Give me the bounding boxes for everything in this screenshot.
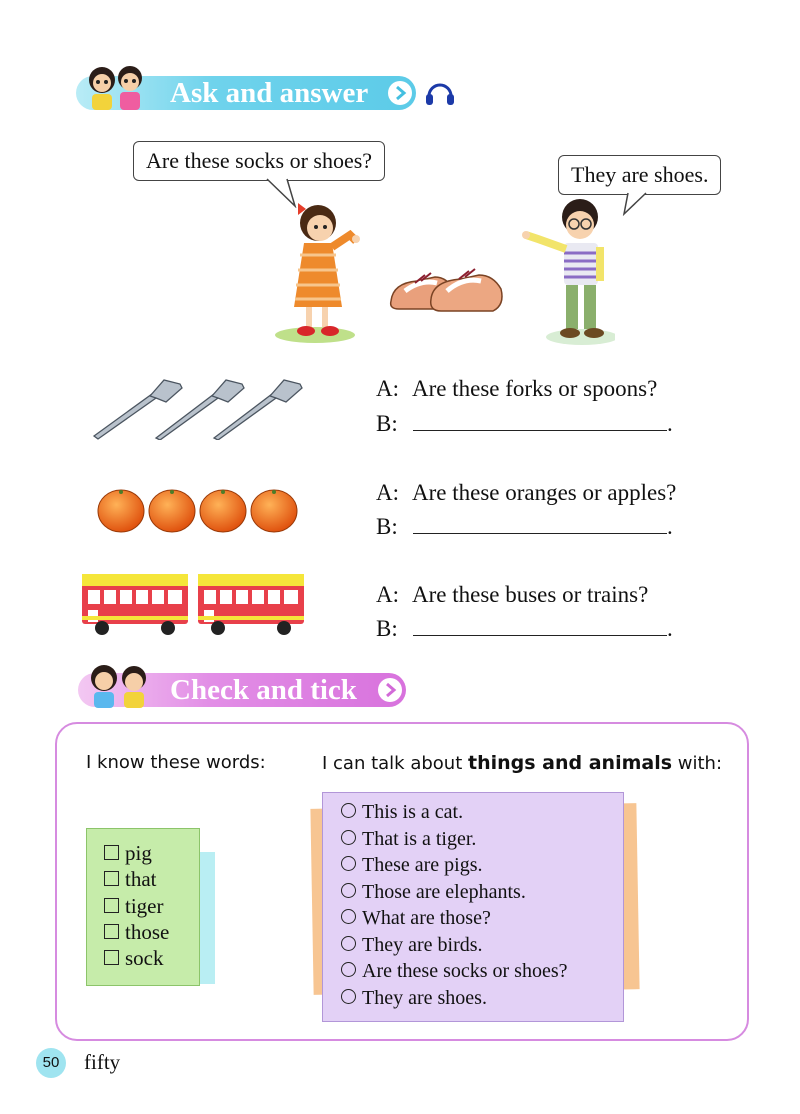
- check-and-tick-arrow[interactable]: [378, 678, 402, 702]
- kids-mascot-icon: [82, 660, 162, 712]
- sentence-radio-item[interactable]: [341, 801, 463, 824]
- answer-blank[interactable]: [413, 410, 667, 431]
- sentence-label: This is a cat.: [362, 801, 464, 823]
- radio-circle-icon[interactable]: [341, 803, 356, 818]
- sentence-radio-item[interactable]: [341, 934, 483, 957]
- answer-period: .: [667, 616, 673, 641]
- word-checkbox-item[interactable]: [104, 867, 157, 892]
- checkbox-icon[interactable]: [104, 950, 119, 965]
- checkbox-icon[interactable]: [104, 871, 119, 886]
- page-number: 50: [36, 1048, 66, 1078]
- answer-blank[interactable]: [413, 513, 667, 534]
- speaker-b-label: B:: [376, 411, 398, 436]
- forks-icon: [92, 376, 307, 440]
- answer-period: .: [667, 411, 673, 436]
- question-line: [376, 582, 648, 608]
- word-label: tiger: [125, 894, 164, 918]
- sentence-label: That is a tiger.: [362, 828, 477, 850]
- checkbox-icon[interactable]: [104, 898, 119, 913]
- shoes-illustration: [385, 265, 510, 317]
- sentence-label: They are shoes.: [362, 987, 487, 1009]
- sentence-radio-item[interactable]: [341, 907, 491, 930]
- chevron-right-icon: [378, 678, 402, 702]
- answer-blank[interactable]: [413, 615, 667, 636]
- sentence-radio-item[interactable]: [341, 881, 526, 904]
- sentence-radio-item[interactable]: [341, 828, 476, 851]
- words-header: I know these words:: [86, 752, 266, 773]
- question-text: Are these forks or spoons?: [412, 376, 658, 401]
- talk-header-prefix: I can talk about: [322, 753, 468, 774]
- talk-header-suffix: with:: [672, 753, 723, 774]
- talk-header-bold: things and animals: [467, 752, 673, 774]
- bubble-tail: [620, 192, 660, 216]
- buses-icon: [80, 572, 310, 638]
- word-label: that: [125, 867, 157, 891]
- word-checkbox-item[interactable]: [104, 841, 152, 866]
- answer-line: [376, 410, 673, 437]
- boy-speech-bubble: They are shoes.: [558, 155, 721, 195]
- kids-mascot-icon: [80, 62, 160, 114]
- oranges-icon: [96, 487, 301, 535]
- sentence-radio-item[interactable]: [341, 960, 568, 983]
- headphones-icon[interactable]: [424, 76, 456, 108]
- sentence-label: Are these socks or shoes?: [362, 960, 568, 982]
- check-and-tick-title: Check and tick: [170, 674, 357, 706]
- speaker-b-label: B:: [376, 514, 398, 539]
- sentence-radio-item[interactable]: [341, 987, 487, 1010]
- speaker-a-label: A:: [376, 582, 399, 607]
- word-checkbox-item[interactable]: [104, 894, 163, 919]
- speaker-b-label: B:: [376, 616, 398, 641]
- radio-circle-icon[interactable]: [341, 909, 356, 924]
- boy-illustration: [520, 195, 615, 350]
- radio-circle-icon[interactable]: [341, 856, 356, 871]
- radio-circle-icon[interactable]: [341, 962, 356, 977]
- checkbox-icon[interactable]: [104, 924, 119, 939]
- sentence-label: These are pigs.: [362, 854, 483, 876]
- speaker-a-label: A:: [376, 376, 399, 401]
- question-line: [376, 376, 657, 402]
- word-checkbox-item[interactable]: [104, 946, 164, 971]
- answer-line: [376, 615, 673, 642]
- sentence-label: They are birds.: [362, 934, 483, 956]
- radio-circle-icon[interactable]: [341, 936, 356, 951]
- question-line: [376, 480, 676, 506]
- ask-and-answer-title: Ask and answer: [170, 77, 369, 109]
- speaker-a-label: A:: [376, 480, 399, 505]
- radio-circle-icon[interactable]: [341, 989, 356, 1004]
- sentence-label: Those are elephants.: [362, 881, 526, 903]
- word-label: those: [125, 920, 170, 944]
- page-number-word: fifty: [84, 1050, 121, 1074]
- girl-illustration: [270, 195, 370, 350]
- ask-and-answer-arrow[interactable]: [388, 81, 412, 105]
- question-text: Are these buses or trains?: [412, 582, 649, 607]
- word-label: pig: [125, 841, 152, 865]
- answer-period: .: [667, 514, 673, 539]
- girl-speech-bubble: Are these socks or shoes?: [133, 141, 385, 181]
- radio-circle-icon[interactable]: [341, 830, 356, 845]
- radio-circle-icon[interactable]: [341, 883, 356, 898]
- checkbox-icon[interactable]: [104, 845, 119, 860]
- question-text: Are these oranges or apples?: [412, 480, 677, 505]
- talk-header: [322, 752, 722, 774]
- sentence-radio-item[interactable]: [341, 854, 483, 877]
- word-label: sock: [125, 946, 164, 970]
- answer-line: [376, 513, 673, 540]
- chevron-right-icon: [388, 81, 412, 105]
- word-checkbox-item[interactable]: [104, 920, 169, 945]
- sentence-label: What are those?: [362, 907, 491, 929]
